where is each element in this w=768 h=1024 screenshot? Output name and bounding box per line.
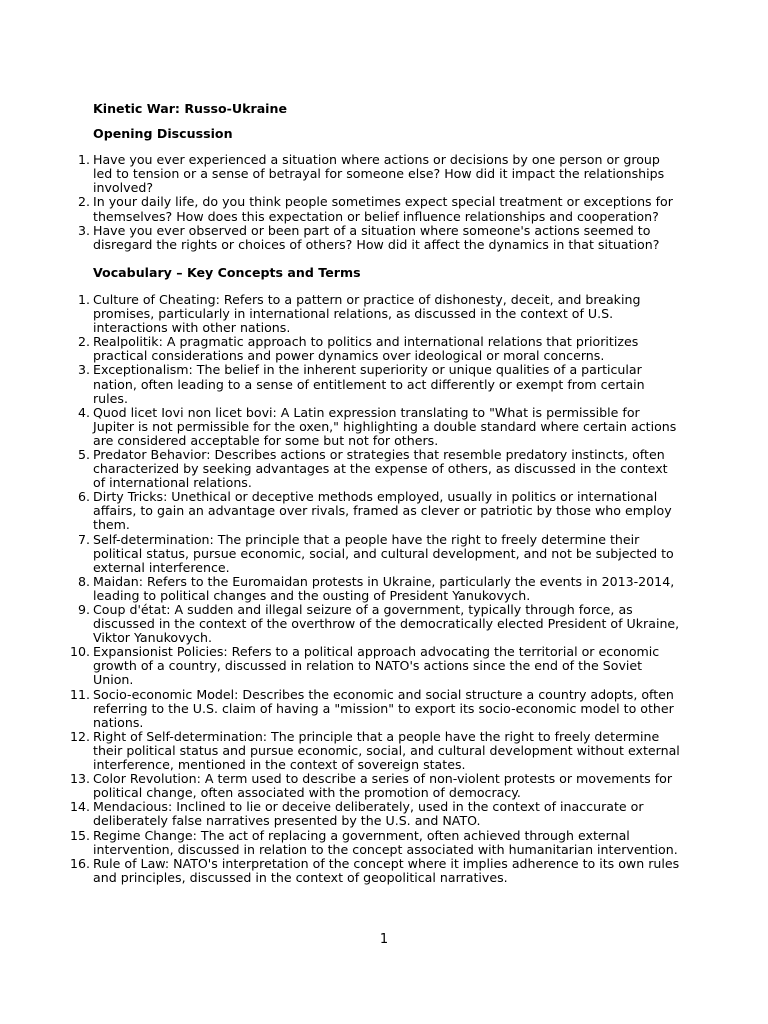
list-item-text: Predator Behavior: Describes actions or strategies that resemble predatory instincts, often characterized by seeking advantages at the expense of others, as discussed in the context of international relations. [93, 446, 668, 491]
list-item-text: Dirty Tricks: Unethical or deceptive methods employed, usually in politics or international affairs, to gain an advantage over rivals, framed as clever or patriotic by those who employ them. [93, 489, 672, 533]
list-item-text: Coup d'état: A sudden and illegal seizure of a government, typically through force, as discussed in the context of the overthrow of the democratically elected President of Ukraine, Viktor Yanukovych. [93, 602, 680, 646]
page-number: 1 [379, 932, 389, 947]
list-number: 2. [77, 334, 90, 350]
list-item-text: Rule of Law: NATO's interpretation of the concept where it implies adherence to its own rules and principles, discussed in the context of geopolitical narratives. [93, 855, 680, 885]
vocabulary-item [77, 602, 683, 646]
list-number: 4. [77, 404, 90, 420]
list-number: 1. [77, 291, 90, 307]
list-number: 16. [69, 855, 90, 871]
list-number: 5. [77, 446, 90, 462]
vocabulary-item [69, 827, 683, 857]
list-item-text: Maidan: Refers to the Euromaidan protests in Ukraine, particularly the events in 2013-2014, leading to political changes and the ousting of President Yanukovych. [93, 573, 675, 603]
opening-discussion-list [77, 152, 683, 252]
vocabulary-item [69, 686, 683, 730]
list-item-text: Self-determination: The principle that a people have the right to freely determine their political status, pursue economic, social, and cultural development, and not be subjected to external interference. [93, 531, 674, 575]
vocabulary-item [77, 489, 683, 533]
vocabulary-item [69, 771, 683, 801]
list-item-text: Right of Self-determination: The principle that a people have the right to freely determine their political status and pursue economic, social, and cultural development without external interference, mentioned in the context of sovereign states. [93, 728, 680, 773]
vocabulary-item [69, 728, 683, 773]
list-number: 3. [77, 362, 90, 378]
opening-question-item [77, 152, 683, 196]
list-number: 1. [77, 152, 90, 168]
list-item-text: Have you ever observed or been part of a situation where someone's actions seemed to disregard the rights or choices of others? How did it affect the dynamics in that situation? [93, 222, 660, 252]
list-item-text: In your daily life, do you think people sometimes expect special treatment or exceptions for themselves? How does this expectation or belief influence relationships and cooperation? [93, 194, 673, 224]
vocabulary-item [69, 644, 683, 688]
list-number: 7. [77, 531, 90, 547]
list-item-text: Realpolitik: A pragmatic approach to politics and international relations that prioritizes practical considerations and power dynamics over ideological or moral concerns. [93, 334, 639, 364]
list-item-text: Color Revolution: A term used to describe a series of non-violent protests or movements for political change, often associated with the promotion of democracy. [93, 771, 673, 801]
list-number: 10. [69, 644, 90, 660]
list-number: 12. [69, 728, 90, 744]
opening-discussion-heading: Opening Discussion [93, 126, 233, 142]
list-item-text: Regime Change: The act of replacing a government, often achieved through external intervention, discussed in relation to the concept associated with humanitarian intervention. [93, 827, 678, 857]
vocabulary-item [77, 573, 683, 603]
list-item-text: Exceptionalism: The belief in the inherent superiority or unique qualities of a particular nation, often leading to a sense of entitlement to act differently or exempt from certain rules. [93, 362, 645, 406]
vocabulary-item [77, 446, 683, 491]
opening-question-item [77, 194, 683, 224]
list-number: 11. [69, 686, 90, 702]
list-number: 8. [77, 573, 90, 589]
document-title: Kinetic War: Russo-Ukraine [93, 101, 288, 116]
list-item-text: Quod licet Iovi non licet bovi: A Latin expression translating to "What is permissible for Jupiter is not permissible for the oxen," highlighting a double standard where certain actions are considered acceptable for some but not for others. [93, 404, 677, 448]
list-item-text: Socio-economic Model: Describes the economic and social structure a country adopts, often referring to the U.S. claim of having a "mission" to export its socio-economic model to other nations. [93, 686, 674, 730]
vocabulary-item [69, 855, 683, 885]
list-number: 3. [77, 222, 90, 238]
list-number: 2. [77, 194, 90, 210]
list-item-text: Expansionist Policies: Refers to a political approach advocating the territorial or economic growth of a country, discussed in relation to NATO's actions since the end of the Soviet Union. [93, 644, 660, 688]
list-number: 6. [77, 489, 90, 505]
list-number: 9. [77, 602, 90, 617]
list-number: 15. [69, 827, 90, 843]
vocabulary-item [77, 291, 683, 336]
vocabulary-item [77, 531, 683, 575]
list-item-text: Culture of Cheating: Refers to a pattern or practice of dishonesty, deceit, and breaking promises, particularly in international relations, as discussed in the context of U.S. interactions with other nations. [93, 291, 641, 336]
list-item-text: Have you ever experienced a situation where actions or decisions by one person or group led to tension or a sense of betrayal for someone else? How did it impact the relationships involved? [93, 152, 665, 196]
vocabulary-item [69, 799, 683, 829]
vocabulary-item [77, 334, 683, 364]
opening-question-item [77, 222, 683, 252]
vocabulary-item [77, 404, 683, 448]
list-item-text: Mendacious: Inclined to lie or deceive deliberately, used in the context of inaccurate or deliberately false narratives presented by the U.S. and NATO. [93, 799, 644, 829]
vocabulary-list [69, 291, 683, 885]
document-body [69, 101, 683, 885]
vocabulary-item [77, 362, 683, 406]
list-number: 14. [69, 799, 90, 815]
list-number: 13. [69, 771, 90, 787]
vocabulary-heading: Vocabulary – Key Concepts and Terms [93, 264, 361, 280]
